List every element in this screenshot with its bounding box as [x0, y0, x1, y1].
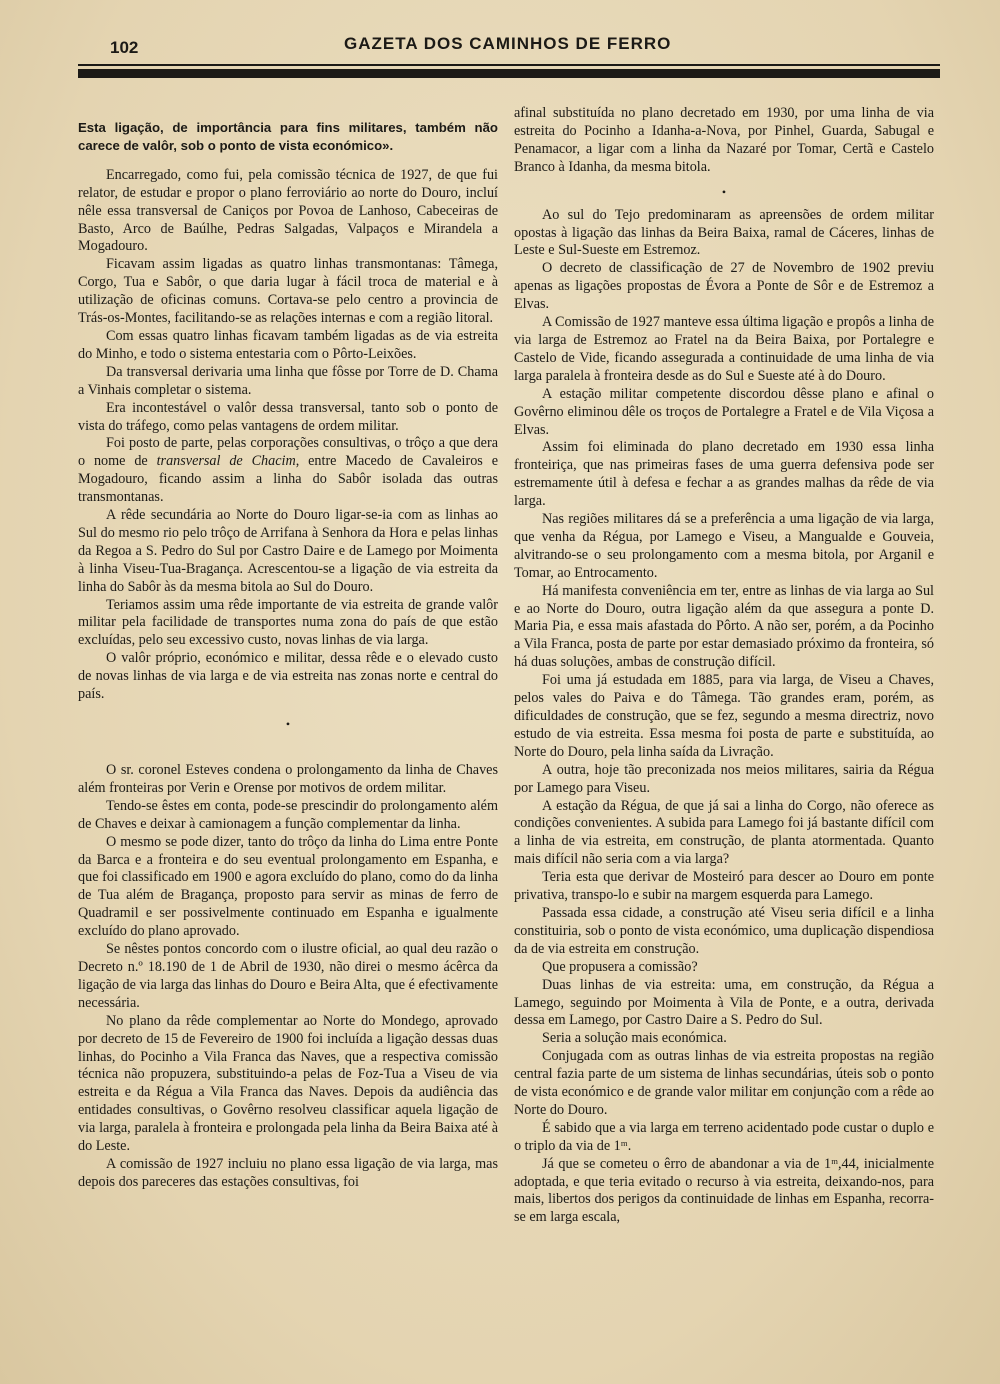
header-rule-thin	[78, 64, 940, 66]
paragraph: Da transversal derivaria uma linha que fôsse por Torre de D. Chama a Vinhais completar o sistema.	[78, 363, 498, 398]
section-separator: •	[721, 184, 727, 199]
left-column	[78, 105, 498, 1192]
paragraph: Conjugada com as outras linhas de via estreita propostas na região central fazia parte de um sistema de linhas secundárias, úteis sob o ponto de vista económico e de grande valor militar em conjunção com a rêde ao Norte do Douro.	[514, 1048, 934, 1118]
paragraph-continued: afinal substituída no plano decretado em 1930, por uma linha de via estreita do Pocinho a Idanha-a-Nova, por Pinhel, Guarda, Sabugal e Penamacor, a ligar com a linha da Nazaré por Tomar, Certã e Castelo Branco à Idanha, da mesma bitola.	[514, 105, 934, 175]
paragraph: O decreto de classificação de 27 de Novembro de 1902 previu apenas as ligações propostas de Évora a Ponte de Sôr e de Estremoz a Elvas.	[514, 260, 934, 313]
paragraph: O sr. coronel Esteves condena o prolongamento da linha de Chaves além fronteiras por Verin e Orense por motivos de ordem militar.	[78, 762, 498, 796]
paragraph: A estação da Régua, de que já sai a linha do Corgo, não oferece as condições convenientes. A subida para Lamego foi já bastante difícil com a linha de via estreita, em construção, de planta atormentada. Quanto mais difícil não seria com a via larga?	[514, 797, 934, 868]
paragraph: Que propusera a comissão?	[542, 958, 698, 975]
page-number: 102	[110, 38, 139, 57]
paragraph: Se nêstes pontos concordo com o ilustre oficial, ao qual deu razão o Decreto n.º 18.190 de 1 de Abril de 1930, não direi o mesmo ácêrca da ligação de via larga das linhas do Douro e Beira Alta, que é efectivamente necessária.	[78, 941, 498, 1011]
text-run: Foi posto de parte, pelas corporações consultivas, o trôço a que dera o nome de	[78, 435, 498, 470]
header-rule-thick	[78, 69, 940, 78]
paragraph: Com essas quatro linhas ficavam também ligadas as de via estreita do Minho, e todo o sistema entestaria com o Pôrto-Leixões.	[78, 327, 498, 362]
paragraph: A estação militar competente discordou dêsse plano e afinal o Govêrno eliminou dêle os troços de Portalegre a Fratel e de Vila Viçosa a Elvas.	[514, 385, 934, 438]
journal-title: GAZETA DOS CAMINHOS DE FERRO	[344, 34, 672, 53]
text-run: , entre Macedo de Cavaleiros e Mogadouro, ficando assim a linha do Sabôr isolada das outras transmontanas.	[78, 453, 498, 506]
page-header	[78, 30, 940, 60]
paragraph: Ficavam assim ligadas as quatro linhas transmontanas: Tâmega, Corgo, Tua e Sabôr, o que daria lugar à fácil troca de material e à utilização de oficinas comuns. Cortava-se pelo centro a provincia de Trás-os-Montes, facilitando-se as relações internas e com a região litoral.	[78, 256, 498, 327]
paragraph: A Comissão de 1927 manteve essa última ligação e propôs a linha de via larga de Estremoz ao Fratel na da Beira Baixa, por Portalegre e Castelo de Vide, ficando assegurada a continuidade de uma linha de via larga paralela à fronteira desde as do Sul e Sueste até à do Douro.	[514, 314, 934, 384]
paragraph: A outra, hoje tão preconizada nos meios militares, sairia da Régua por Lamego para Viseu.	[514, 761, 934, 796]
paragraph: Duas linhas de via estreita: uma, em construção, da Régua a Lamego, seguindo por Moimenta à Vila de Ponte, e a outra, derivada dessa em Lamego, por Castro Daire a S. Pedro do Sul.	[514, 976, 934, 1029]
paragraph: É sabido que a via larga em terreno acidentado pode custar o duplo e o triplo da via de 1ᵐ.	[514, 1119, 934, 1154]
paragraph: O mesmo se pode dizer, tanto do trôço da linha do Lima entre Ponte da Barca e a fronteira e do seu eventual prolongamento em Espanha, e que foi classificado em 1900 e agora excluído do plano, como do da linha de Tua além de Bragança, proposto para servir as minas de ferro de Quadramil e ser possivelmente continuado em Espanha e igualmente excluído do plano aprovado.	[78, 833, 498, 940]
paragraph: Seria a solução mais económica.	[542, 1030, 727, 1047]
paragraph: Assim foi eliminada do plano decretado em 1930 essa linha fronteiriça, que nas primeiras fases de uma guerra defensiva pode ser estremamente útil à defesa e fechar a as grandes malhas da rêde de via larga.	[514, 439, 934, 510]
section-separator: •	[285, 717, 291, 731]
intro-paragraph: Esta ligação, de importância para fins militares, também não carece de valôr, sob o ponto de vista económico».	[78, 120, 498, 153]
paragraph: Já que se cometeu o êrro de abandonar a via de 1ᵐ,44, inicialmente adoptada, e que teria evitado o recurso à via estreita, deixando-nos, para mais, libertos dos perigos da continuidade de linhas em Espanha, recorra-se em larga escala,	[514, 1155, 934, 1226]
paragraph: O valôr próprio, económico e militar, dessa rêde e o elevado custo de novas linhas de via larga e de via estreita nas zonas norte e central do país.	[78, 650, 498, 703]
paragraph: Encarregado, como fui, pela comissão técnica de 1927, de que fui relator, de estudar e propor o plano ferroviário ao norte do Douro, incluí nêle essa transversal de Caniços por Povoa de Lanhoso, Cabeceiras de Basto, Arco de Baúlhe, Pedras Salgadas, Valpaços e Mirandela a Mogadouro.	[78, 166, 498, 255]
paragraph: Passada essa cidade, a construção até Viseu seria difícil e a linha constituiria, sob o ponto de vista económico, uma duplicação dispendiosa da de via estreita em construção.	[514, 904, 934, 957]
paragraph: Teria esta que derivar de Mosteiró para descer ao Douro em ponte privativa, transpo-lo e subir na margem esquerda para Lamego.	[514, 869, 934, 904]
paragraph: Era incontestável o valôr dessa transversal, tanto sob o ponto de vista do tráfego, como pelas vantagens de ordem militar.	[78, 399, 498, 434]
paragraph: A rêde secundária ao Norte do Douro ligar-se-ia com as linhas ao Sul do mesmo rio pelo trôço de Arrifana à Senhora da Hora e pelas linhas da Regoa a S. Pedro do Sul por Castro Daire e de Lamego por Moimenta à linha Viseu-Tua-Bragança. Acrescentou-se a ligação de via estreita da linha do Sabôr às da mesma bitola ao Sul do Douro.	[78, 507, 498, 595]
paragraph-with-italic	[78, 435, 498, 507]
paragraph: Ao sul do Tejo predominaram as apreensões de ordem militar opostas à ligação das linhas da Beira Baixa, ramal de Cáceres, linhas de Leste e Sul-Sueste em Estremoz.	[514, 206, 934, 259]
italic-term: transversal de Chacim	[156, 453, 296, 470]
paragraph: A comissão de 1927 incluiu no plano essa ligação de via larga, mas depois dos pareceres das estações consultivas, foi	[78, 1155, 498, 1190]
right-column	[514, 105, 934, 1227]
paragraph: Há manifesta conveniência em ter, entre as linhas de via larga ao Sul e ao Norte do Douro, outra ligação além da que assegura a ponte D. Maria Pia, e essa mais afastada do Pôrto. A não ser, porém, a da Pocinho a Vila Franca, posta de parte por estar demasiado próximo da fronteira, só há duas soluções, ambas de construção difícil.	[514, 582, 934, 671]
paragraph: Nas regiões militares dá se a preferência a uma ligação de via larga, que venha da Régua, por Lamego e Viseu, a Mangualde e Gouveia, alvitrando-se o seu prolongamento com a mesma bitola, por Arganil e Tomar, ao Entrocamento.	[514, 511, 934, 581]
paragraph: Teriamos assim uma rêde importante de via estreita de grande valôr militar pela facilidade de transportes numa zona do país de que estão excluídas, pelo seu excessivo custo, novas linhas de via larga.	[78, 596, 498, 649]
paragraph: No plano da rêde complementar ao Norte do Mondego, aprovado por decreto de 15 de Fevereiro de 1900 foi incluída a ligação dessas duas linhas, do Pocinho a Vila Franca das Naves, que a respectiva comissão técnica não propuzera, substituindo-a pelas de Foz-Tua a Viseu de via estreita e da Régua a Vila Franca das Naves. Depois da audiência das entidades consultivas, o Govêrno resolveu classificar aquela ligação de via larga, paralela à fronteira e prolongada pela linha da Beira Baixa até à do Leste.	[78, 1012, 498, 1155]
paragraph: Tendo-se êstes em conta, pode-se prescindir do prolongamento além de Chaves e deixar à camionagem a função complementar da linha.	[78, 797, 498, 832]
paragraph: Foi uma já estudada em 1885, para via larga, de Viseu a Chaves, pelos vales do Paiva e do Tâmega. Tão grandes eram, porém, as dificuldades de construção, que se fez, segundo a mesma directriz, novo estudo de via estreita. Essa mesma foi posta de parte e substituída, ao Norte do Douro, pela linha saída da Livração.	[514, 672, 934, 760]
